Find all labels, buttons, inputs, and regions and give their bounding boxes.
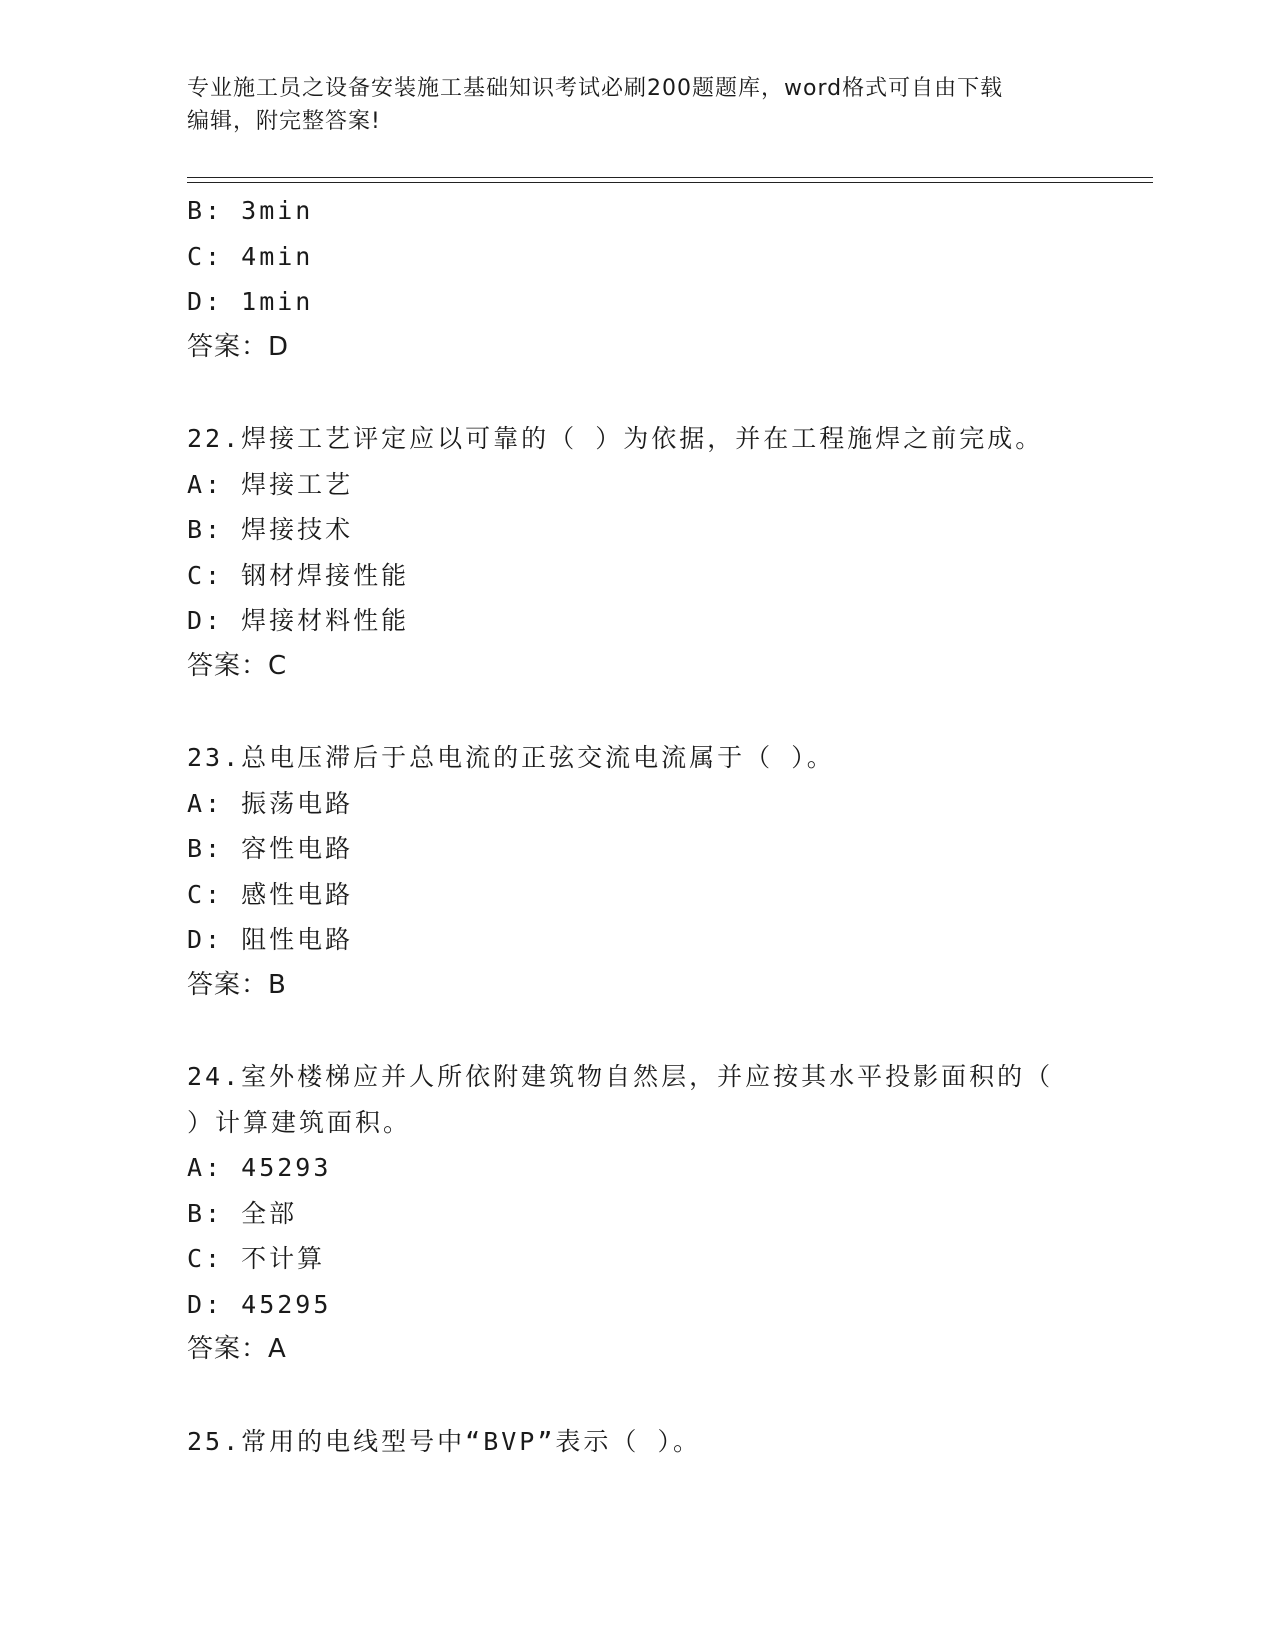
header-divider-top [187,177,1153,178]
header-title-line1: 专业施工员之设备安装施工基础知识考试必刷200题题库，word格式可自由下载 [187,76,1004,101]
option-a: A: 焊接工艺 [187,469,354,499]
question-25 [187,1419,1087,1465]
question-21-tail [187,188,1087,370]
question-list [187,188,1087,1464]
question-22 [187,416,1087,689]
document-header [187,72,1067,138]
question-text: 25.常用的电线型号中“BVP”表示（ ）。 [187,1426,701,1456]
question-23 [187,735,1087,1008]
option-b: B: 容性电路 [187,834,354,863]
answer: 答案：C [187,650,288,681]
option-d: D: 45295 [187,1289,332,1319]
header-divider-bottom [187,182,1153,183]
option-c: C: 4min [187,241,314,271]
option-c: C: 钢材焊接性能 [187,560,410,590]
question-text-line2: ）计算建筑面积。 [187,1107,412,1137]
question-text: 22.焊接工艺评定应以可靠的（ ）为依据，并在工程施焊之前完成。 [187,424,1044,453]
option-b: B: 全部 [187,1198,298,1228]
question-text: 23.总电压滞后于总电流的正弦交流电流属于（ ）。 [187,743,835,772]
answer: 答案：B [187,969,287,1000]
option-c: C: 感性电路 [187,879,354,909]
option-b: B: 焊接技术 [187,515,354,544]
answer: 答案：A [187,1334,287,1364]
option-a: A: 45293 [187,1153,332,1182]
option-c: C: 不计算 [187,1244,326,1273]
option-a: A: 振荡电路 [187,788,354,818]
answer: 答案：D [187,331,290,362]
header-title-line2: 编辑，附完整答案! [187,109,381,134]
option-d: D: 阻性电路 [187,925,354,954]
option-d: D: 焊接材料性能 [187,606,410,635]
option-b: B: 3min [187,196,314,225]
question-24 [187,1054,1087,1373]
option-d: D: 1min [187,287,314,316]
question-text-line1: 24.室外楼梯应并人所依附建筑物自然层，并应按其水平投影面积的（ [187,1062,1054,1091]
